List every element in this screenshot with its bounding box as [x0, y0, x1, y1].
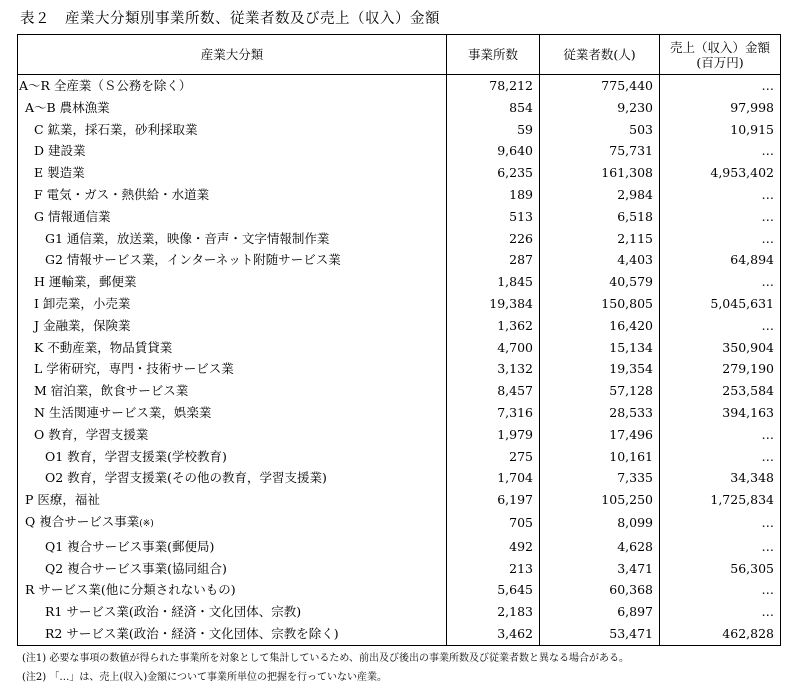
- row-category: [18, 228, 447, 250]
- table-row: [18, 402, 781, 424]
- sales-cell: …: [660, 579, 781, 601]
- category-label: I 卸売業，小売業: [34, 295, 131, 311]
- table-row: [18, 489, 781, 511]
- establishments-cell: 1,362: [447, 315, 540, 337]
- table-row: [18, 249, 781, 271]
- establishments-cell: 3,132: [447, 358, 540, 380]
- row-category: [18, 293, 447, 315]
- category-label: D 建設業: [34, 143, 86, 159]
- establishments-cell: 8,457: [447, 380, 540, 402]
- row-category: [18, 119, 447, 141]
- row-category: [18, 424, 447, 446]
- row-category: [18, 140, 447, 162]
- footnote-2: (注2) 「…」は、売上(収入)金額について事業所単位の把握を行っていない産業。: [22, 672, 387, 683]
- employees-cell: 8,099: [540, 511, 660, 536]
- category-label: P 医療，福祉: [25, 492, 100, 508]
- row-category: [18, 558, 447, 580]
- footnote-1: (注1) 必要な事項の数値が得られた事業所を対象として集計しているため、前出及び後出の事業所数及び従業者数と異なる場合がある。: [22, 653, 629, 664]
- row-category: [18, 97, 447, 119]
- row-category: [18, 536, 447, 558]
- table-row: [18, 536, 781, 558]
- row-category: [18, 271, 447, 293]
- sales-cell: 5,045,631: [660, 293, 781, 315]
- sales-cell: …: [660, 140, 781, 162]
- sales-cell: …: [660, 601, 781, 623]
- sales-cell: …: [660, 271, 781, 293]
- establishments-cell: 705: [447, 511, 540, 536]
- category-label: O1 教育，学習支援業(学校教育): [45, 448, 227, 464]
- establishments-cell: 1,704: [447, 467, 540, 489]
- establishments-cell: 492: [447, 536, 540, 558]
- establishments-cell: 1,979: [447, 424, 540, 446]
- category-label: O2 教育，学習支援業(その他の教育，学習支援業): [45, 470, 327, 486]
- employees-cell: 57,128: [540, 380, 660, 402]
- sales-cell: 10,915: [660, 119, 781, 141]
- table-row: [18, 380, 781, 402]
- row-category: [18, 623, 447, 645]
- category-note: (※): [139, 518, 154, 529]
- employees-cell: 775,440: [540, 75, 660, 97]
- row-category: [18, 206, 447, 228]
- employees-cell: 19,354: [540, 358, 660, 380]
- sales-cell: 4,953,402: [660, 162, 781, 184]
- sales-cell: …: [660, 228, 781, 250]
- employees-cell: 2,984: [540, 184, 660, 206]
- category-label: J 金融業，保険業: [34, 317, 131, 333]
- sales-cell: …: [660, 446, 781, 468]
- employees-cell: 16,420: [540, 315, 660, 337]
- sales-cell: …: [660, 536, 781, 558]
- establishments-cell: 854: [447, 97, 540, 119]
- table-row: [18, 97, 781, 119]
- establishments-cell: 189: [447, 184, 540, 206]
- establishments-cell: 2,183: [447, 601, 540, 623]
- establishments-cell: 226: [447, 228, 540, 250]
- category-label: G 情報通信業: [34, 208, 111, 224]
- category-label: Q1 複合サービス事業(郵便局): [45, 538, 215, 554]
- table-row: [18, 228, 781, 250]
- table-title: 表２ 産業大分類別事業所数、従業者数及び売上（収入）金額: [20, 11, 440, 27]
- sales-cell: 1,725,834: [660, 489, 781, 511]
- table-row: [18, 119, 781, 141]
- table-row: [18, 184, 781, 206]
- sales-cell: 462,828: [660, 623, 781, 645]
- table-row: [18, 206, 781, 228]
- sales-cell: …: [660, 75, 781, 97]
- row-category: [18, 75, 447, 97]
- sales-cell: …: [660, 511, 781, 536]
- footnotes: [22, 649, 629, 687]
- sales-cell: 56,305: [660, 558, 781, 580]
- header-row: [18, 35, 781, 75]
- employees-cell: 60,368: [540, 579, 660, 601]
- establishments-cell: 1,845: [447, 271, 540, 293]
- sales-cell: 253,584: [660, 380, 781, 402]
- employees-cell: 28,533: [540, 402, 660, 424]
- sales-cell: 350,904: [660, 337, 781, 359]
- row-category: [18, 489, 447, 511]
- table-row: [18, 162, 781, 184]
- establishments-cell: 9,640: [447, 140, 540, 162]
- table-row: [18, 140, 781, 162]
- table-row: [18, 467, 781, 489]
- sales-cell: …: [660, 315, 781, 337]
- header-sales-line1: 売上（収入）金額: [669, 39, 770, 55]
- row-category: [18, 402, 447, 424]
- category-label: M 宿泊業，飲食サービス業: [34, 383, 189, 399]
- sales-cell: 64,894: [660, 249, 781, 271]
- category-label: G1 通信業，放送業，映像・音声・文字情報制作業: [45, 230, 330, 246]
- establishments-cell: 59: [447, 119, 540, 141]
- employees-cell: 2,115: [540, 228, 660, 250]
- establishments-cell: 213: [447, 558, 540, 580]
- establishments-cell: 19,384: [447, 293, 540, 315]
- establishments-cell: 4,700: [447, 337, 540, 359]
- employees-cell: 105,250: [540, 489, 660, 511]
- employees-cell: 53,471: [540, 623, 660, 645]
- employees-cell: 17,496: [540, 424, 660, 446]
- table-header: [18, 35, 781, 75]
- row-category: [18, 467, 447, 489]
- employees-cell: 9,230: [540, 97, 660, 119]
- row-category: [18, 249, 447, 271]
- sales-cell: …: [660, 424, 781, 446]
- table-row: [18, 75, 781, 97]
- row-category: [18, 184, 447, 206]
- employees-cell: 503: [540, 119, 660, 141]
- header-establishments: 事業所数: [447, 35, 540, 75]
- header-category: 産業大分類: [18, 35, 447, 75]
- row-category: [18, 315, 447, 337]
- table-body: [18, 75, 781, 646]
- establishments-cell: 287: [447, 249, 540, 271]
- table-row: [18, 337, 781, 359]
- category-label: R サービス業(他に分類されないもの): [25, 582, 236, 598]
- establishments-cell: 78,212: [447, 75, 540, 97]
- sales-cell: 34,348: [660, 467, 781, 489]
- employees-cell: 15,134: [540, 337, 660, 359]
- employees-cell: 4,403: [540, 249, 660, 271]
- table-row: [18, 293, 781, 315]
- employees-cell: 161,308: [540, 162, 660, 184]
- header-sales-line2: (百万円): [696, 54, 744, 70]
- table-row: [18, 358, 781, 380]
- row-category: [18, 162, 447, 184]
- category-label: K 不動産業，物品賃貸業: [34, 339, 173, 355]
- sales-cell: 394,163: [660, 402, 781, 424]
- category-label: L 学術研究，専門・技術サービス業: [34, 361, 234, 377]
- establishments-cell: 3,462: [447, 623, 540, 645]
- row-category: [18, 337, 447, 359]
- category-label: G2 情報サービス業，インターネット附随サービス業: [45, 252, 341, 268]
- row-category: [18, 380, 447, 402]
- employees-cell: 150,805: [540, 293, 660, 315]
- category-label: E 製造業: [34, 165, 85, 181]
- category-label: F 電気・ガス・熱供給・水道業: [34, 186, 210, 202]
- employees-cell: 4,628: [540, 536, 660, 558]
- table-row: [18, 446, 781, 468]
- category-label: C 鉱業，採石業，砂利採取業: [34, 121, 198, 137]
- sales-cell: …: [660, 184, 781, 206]
- employees-cell: 40,579: [540, 271, 660, 293]
- establishments-cell: 7,316: [447, 402, 540, 424]
- industry-table: [17, 34, 781, 646]
- sales-cell: 97,998: [660, 97, 781, 119]
- employees-cell: 3,471: [540, 558, 660, 580]
- sales-cell: 279,190: [660, 358, 781, 380]
- establishments-cell: 5,645: [447, 579, 540, 601]
- header-employees: 従業者数(人): [540, 35, 660, 75]
- category-label: N 生活関連サービス業，娯楽業: [34, 404, 212, 420]
- table-row: [18, 623, 781, 645]
- row-category: [18, 511, 447, 536]
- category-label: Q2 複合サービス事業(協同組合): [45, 560, 227, 576]
- row-category: [18, 358, 447, 380]
- employees-cell: 7,335: [540, 467, 660, 489]
- table-row: [18, 424, 781, 446]
- category-label: R2 サービス業(政治・経済・文化団体、宗教を除く): [45, 625, 339, 641]
- establishments-cell: 275: [447, 446, 540, 468]
- row-category: [18, 579, 447, 601]
- table-row: [18, 271, 781, 293]
- employees-cell: 10,161: [540, 446, 660, 468]
- category-label: O 教育，学習支援業: [34, 426, 149, 442]
- category-label: Q 複合サービス事業: [25, 513, 140, 529]
- row-category: [18, 446, 447, 468]
- table-row: [18, 579, 781, 601]
- employees-cell: 75,731: [540, 140, 660, 162]
- establishments-cell: 513: [447, 206, 540, 228]
- category-label: A～R 全産業（Ｓ公務を除く）: [19, 78, 192, 93]
- table-row: [18, 601, 781, 623]
- row-category: [18, 601, 447, 623]
- category-label: R1 サービス業(政治・経済・文化団体、宗教): [45, 604, 302, 620]
- establishments-cell: 6,197: [447, 489, 540, 511]
- category-label: H 運輸業，郵便業: [34, 274, 137, 290]
- sales-cell: …: [660, 206, 781, 228]
- header-sales: [660, 35, 781, 75]
- table-row: [18, 511, 781, 536]
- employees-cell: 6,518: [540, 206, 660, 228]
- employees-cell: 6,897: [540, 601, 660, 623]
- table-row: [18, 315, 781, 337]
- category-label: A～B 農林漁業: [25, 99, 110, 115]
- table-row: [18, 558, 781, 580]
- establishments-cell: 6,235: [447, 162, 540, 184]
